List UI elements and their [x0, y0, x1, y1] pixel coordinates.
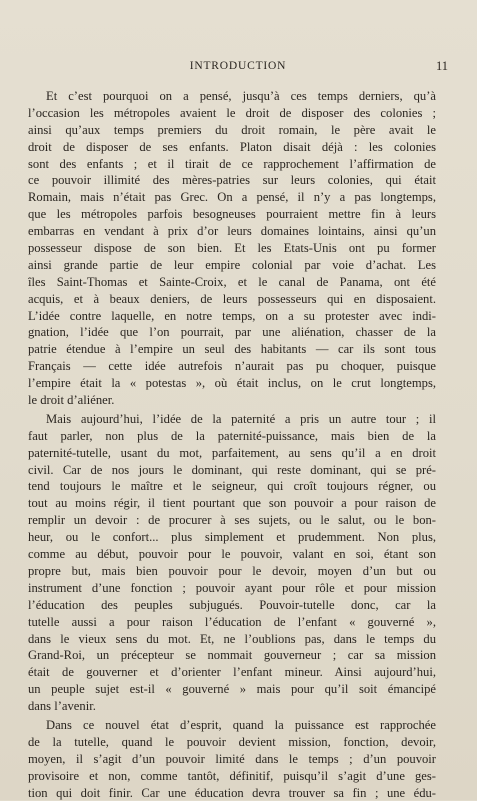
text-line: Dans ce nouvel état d’esprit, quand la puissance est rapprochée [46, 717, 436, 732]
text-line: était de gouverner et d’orienter l’enfant mineur. Ainsi aujourd’hui, [28, 665, 436, 680]
text-line: tout au moins régir, il tient pourtant que son pouvoir a pour raison de [28, 496, 436, 511]
text-line: gnation, l’idée que l’on pourrait, par une aliénation, chasser de la [28, 325, 436, 340]
running-head [28, 60, 448, 76]
text-line: droit de disposer de ses enfants. Platon disait déjà : les colonies [28, 139, 436, 154]
text-line: le droit d’aliéner. [28, 393, 115, 408]
text-line: de la tutelle, quand le pouvoir devient mission, fonction, devoir, [28, 734, 436, 749]
page-number: 11 [435, 59, 448, 73]
text-line: propre but, mais bien pouvoir pour le devoir, moyen d’un but ou [28, 563, 436, 578]
text-line: l’éducation des peuples subjugués. Pouvoir-tutelle donc, car la [28, 597, 436, 612]
text-line: remplir un devoir : de procurer à ses sujets, ou le salut, ou le bon- [28, 513, 436, 528]
text-line: tion qui doit finir. Car une éducation devra trouver sa fin ; une édu- [28, 785, 436, 800]
text-line: tutelle aussi a pour raison l’éducation de l’enfant « gouverné », [28, 614, 436, 629]
text-line: L’idée contre laquelle, en notre temps, on a su protester avec indi- [28, 308, 436, 323]
text-line: patrie étendue à l’empire un seul des habitants — car ils sont tous [28, 342, 436, 357]
text-line: l’empire était la « potestas », où était inclus, on le crut longtemps, [28, 376, 436, 391]
text-line: îles Saint-Thomas et Sainte-Croix, et le canal de Panama, ont été [28, 274, 436, 289]
text-line: possesseur dispose de son bien. Et les Etats-Unis ont pu former [28, 241, 436, 256]
text-line: acquis, et à beaux deniers, de leurs possesseurs qui en disposaient. [28, 291, 436, 306]
text-line: Et c’est pourquoi on a pensé, jusqu’à ces temps derniers, qu’à [46, 89, 436, 103]
text-line: civil. Car de nos jours le dominant, qui reste dominant, qui se pré- [28, 462, 436, 477]
text-line: Mais aujourd’hui, l’idée de la paternité a pris un autre tour ; il [46, 411, 436, 426]
text-line: l’occasion les métropoles avaient le droit de disposer des colonies ; [28, 105, 436, 120]
text-line: Français — cette idée autrefois n’aurait pas pu choquer, puisque [28, 359, 436, 374]
text-line: provisoire et non, comme tantôt, définitif, puisqu’il s’agit d’une ges- [28, 768, 436, 783]
running-head-title: INTRODUCTION [189, 60, 287, 72]
text-line: comme au début, pouvoir pour le pouvoir, valant en soi, étant son [28, 547, 436, 562]
text-line: paternité-tutelle, usant du mot, parfaitement, au sens qu’il a en droit [28, 445, 436, 460]
text-line: que les métropoles parfois besogneuses pourraient mettre fin à leurs [28, 207, 436, 222]
text-line: embarras en vendant à prix d’or leurs domaines lointains, ainsi qu’un [28, 224, 436, 239]
text-line: sont des enfants ; et il tirait de ce rapprochement l’affirmation de [28, 156, 436, 171]
text-line: heur, ou le confort... plus simplement et prudemment. Non plus, [28, 530, 436, 545]
text-line: un peuple sujet est-il « gouverné » mais pour qu’il soit émancipé [28, 682, 436, 697]
text-line: ainsi grande partie de leur empire colonial par voie d’achat. Les [28, 257, 436, 272]
text-line: moyen, il s’agit d’un pouvoir limité dans le temps ; d’un pouvoir [28, 751, 436, 766]
text-line: dans l’avenir. [28, 699, 96, 714]
text-line: Grand-Roi, un précepteur se nommait gouverneur ; car sa mission [28, 648, 436, 663]
text-line: tend toujours le maître et le seigneur, qui croît toujours régner, ou [28, 479, 436, 494]
text-line: ce pouvoir illimité des mères-patries sur leurs colonies, qui était [28, 173, 436, 188]
text-line: faut parler, non plus de la paternité-puissance, mais bien de la [28, 428, 436, 443]
text-line: dans le vieux sens du mot. Et, ne l’oublions pas, dans le temps du [28, 631, 436, 646]
body-text [28, 88, 436, 801]
text-line: ainsi qu’aux temps premiers du droit romain, le père avait le [28, 122, 436, 137]
text-line: instrument d’une fonction ; pouvoir ayant pour rôle et pour mission [28, 580, 436, 595]
text-line: Romain, mais n’était pas Grec. On a pensé, il n’y a pas longtemps, [28, 190, 436, 205]
